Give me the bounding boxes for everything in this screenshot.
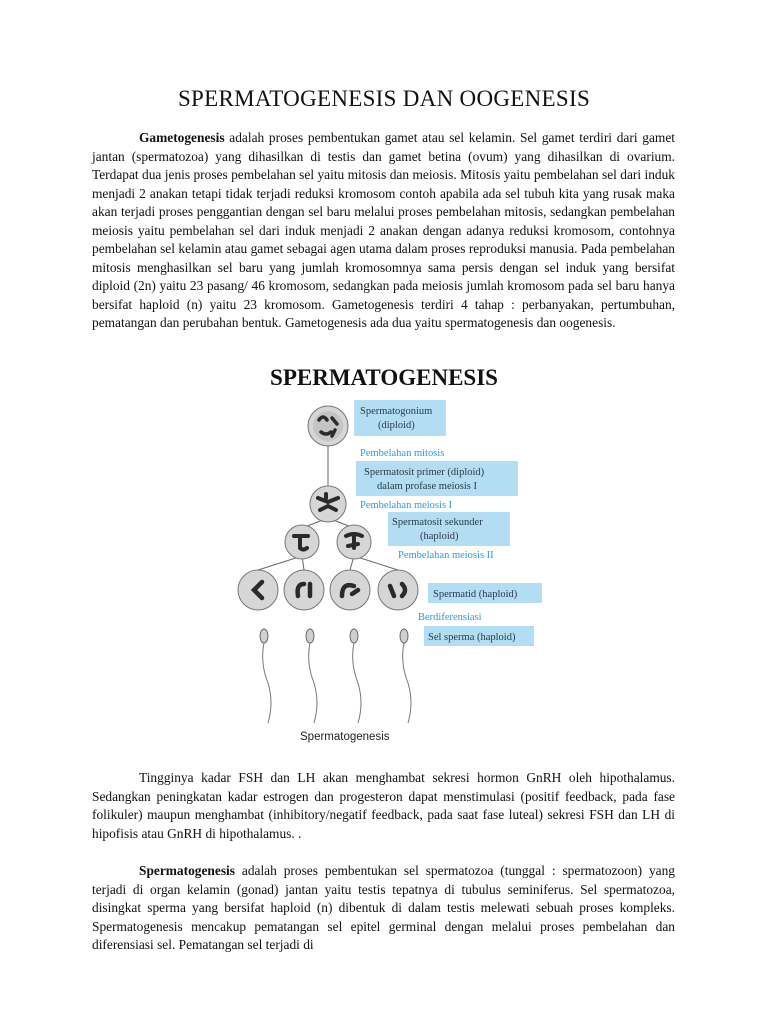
spermatogenesis-text: adalah proses pembentukan sel spermatozoa (tunggal : spermatozoon) yang terjadi di organ kelamin (gonad) jantan yaitu testis tepatnya di tubulus seminiferus. Sel spermatozoa, disingkat sperma yang bersifat haploid (n) dibentuk di dalam testis melewati sebuah proses kompleks. Spermatogenesis mencakup pematangan sel epitel germinal dengan melalui proses pembelahan dan diferensiasi sel. Pematangan sel terjadi di	[92, 863, 675, 952]
spermatid-cells	[238, 570, 418, 610]
section-title-spermatogenesis: SPERMATOGENESIS	[270, 365, 498, 390]
label-meiosis-2: Pembelahan meiosis II	[398, 550, 494, 561]
label-profase: dalam profase meiosis I	[377, 481, 478, 492]
intro-term: Gametogenesis	[139, 130, 225, 145]
label-sekunder-ploidy: (haploid)	[420, 531, 459, 542]
spermatogenesis-term: Spermatogenesis	[139, 863, 235, 878]
spermatogenesis-diagram	[222, 390, 548, 748]
label-spermatosit-sekunder: Spermatosit sekunder	[392, 517, 483, 528]
spermatogenesis-figure-svg	[222, 390, 548, 748]
page-title: SPERMATOGENESIS DAN OOGENESIS	[177, 86, 591, 111]
figure-caption: Spermatogenesis	[300, 731, 390, 743]
label-meiosis-1: Pembelahan meiosis I	[360, 500, 453, 511]
intro-paragraph	[92, 129, 675, 333]
label-spermatid: Spermatid (haploid)	[433, 589, 518, 600]
sperm-cells	[260, 629, 408, 643]
label-berdiferensiasi: Berdiferensiasi	[418, 612, 482, 623]
label-spermatogonium: Spermatogonium	[360, 406, 433, 417]
spermatogonium-cell	[308, 406, 348, 446]
spermatogenesis-paragraph	[92, 862, 675, 955]
hormone-paragraph	[92, 769, 675, 843]
label-spermatogonium-ploidy: (diploid)	[378, 420, 415, 431]
spermatosit-primer-cell	[310, 486, 346, 522]
label-mitosis: Pembelahan mitosis	[360, 448, 445, 459]
label-sel-sperma: Sel sperma (haploid)	[428, 632, 516, 643]
spermatosit-sekunder-cells	[285, 525, 371, 559]
intro-text: adalah proses pembentukan gamet atau sel kelamin. Sel gamet terdiri dari gamet jantan (spermatozoa) yang dihasilkan di testis dan gamet betina (ovum) yang dihasilkan di ovarium. Terdapat dua jenis proses pembelahan sel yaitu mitosis dan meiosis. Mitosis yaitu pembelahan sel dari induk menjadi 2 anakan tetapi tidak terjadi reduksi kromosom contoh apabila ada sel tubuh kita yang rusak maka akan terjadi proses penggantian dengan sel baru melalui proses pembelahan mitosis, sedangkan pembelahan meiosis yaitu pembelahan sel dari induk menjadi 2 anakan dengan adanya reduksi kromosom, contohnya pembelahan sel kelamin atau gamet sebagai agen utama dalam proses reproduksi manusia. Pada pembelahan mitosis menghasilkan sel baru yang jumlah kromosomnya sama persis dengan sel induk yang bersifat diploid (2n) yaitu 23 pasang/ 46 kromosom, sedangkan pada meiosis jumlah kromosom pada sel baru hanya bersifat haploid (n) yaitu 23 kromosom. Gametogenesis terdiri 4 tahap : perbanyakan, pertumbuhan, pematangan dan perubahan bentuk. Gametogenesis ada dua yaitu spermatogenesis dan oogenesis.	[92, 130, 675, 330]
label-spermatosit-primer: Spermatosit primer (diploid)	[364, 467, 485, 478]
hormone-text: Tingginya kadar FSH dan LH akan menghambat sekresi hormon GnRH oleh hipothalamus. Sedangkan peningkatan kadar estrogen dan progesteron dapat menstimulasi (positif feedback, pada fase folikuler) maupun menghambat (inhibitory/negatif feedback, pada saat fase luteal) sekresi FSH dan LH di hipofisis atau GnRH di hipothalamus. .	[92, 770, 675, 841]
